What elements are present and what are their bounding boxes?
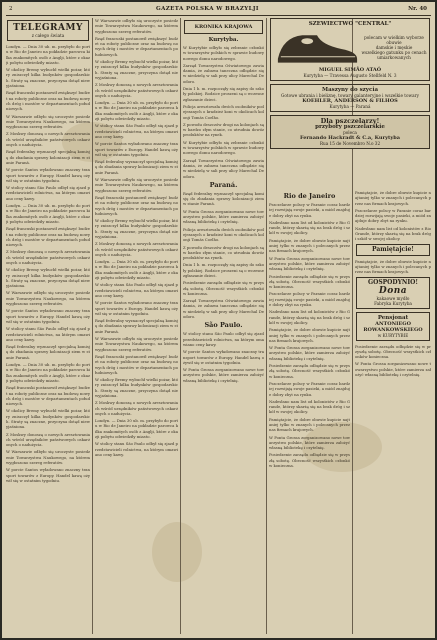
article-text: Pszczelarze polscy w Paranie coraz bardziej rozwijają swoje pasieki, a miód znajduje dobry zbyt na rynku.: [269, 291, 350, 308]
pensjonat-place: w KURYTYBIE: [377, 332, 409, 338]
article-text: W okolicy Bremy wybuchł wielki pożar, który zniszczył kilka budynków gospodarskich. Straty są znaczne, przyczyna dotąd niewyjaśniona.: [6, 408, 90, 430]
koehler-title: KOEHLER, ANDERSON & FILHOS: [302, 98, 398, 104]
article-text: Posiedzenie zarządu odbędzie się w przyszłą sobotę. Obecność wszystkich członków konieczna.: [269, 452, 350, 469]
pszczelarz-title: Dla pszczelarzy!: [320, 117, 380, 125]
article-text: Nadesłano nam list od kolonistów z Rio Grande, którzy skarżą się na brak dróg i szkół w swojej okolicy.: [269, 219, 350, 236]
centrala-title: SZEWIECTWO "CENTRAL": [308, 21, 392, 27]
shoe-icon: [273, 27, 361, 67]
pensjonat-ad: [356, 312, 430, 341]
article-text: W stolicy stanu São Paulo odbył się zjazd przedstawicieli rolnictwa, na którym omawiano ceny kawy.: [95, 282, 178, 298]
article-text: Z powodu deszczów drogi na kolonjach są w bardzo złym stanie, co utrudnia dowóz produktów na rynek.: [183, 121, 264, 138]
article-text: W Ponta Grossa zorganizowano nowe towarzystwo polskie, które zamierza założyć własną bibliotekę i czytelnię.: [183, 208, 264, 225]
gospodynio-ad: [356, 277, 430, 309]
article-text: W Ponta Grossa zorganizowano nowe towarzystwo polskie, które zamierza założyć własną bibliotekę i czytelnię.: [269, 345, 350, 361]
article-text: Pamiętajcie, że dobre obuwie kupicie najtaniej tylko w znanych i polecanych przez nas firmach krajowych.: [355, 258, 431, 275]
pamietajcie-title: Pamiętajcie!: [372, 245, 414, 253]
article-text: Zarząd Towarzystwa Oświatowego zawiadamia, że zabawa taneczna odbędzie się w niedzielę w sali przy ulicy Marechal Deodoro.: [183, 62, 264, 84]
article-text: Z Moskwy donoszą o nowych aresztowaniach wśród urzędników państwowych oskarżonych o nadużycia.: [95, 400, 178, 416]
telegramy-title: TELEGRAMY: [13, 23, 83, 33]
article-text: W porcie Santos wyładowano znaczny transport towarów z Europy. Handel kawą ożywił się w ostatnim tygodniu.: [6, 467, 90, 483]
centrala-owner: MIGUEL SIMÃO ATAÓ: [318, 67, 382, 73]
pensjonat-title: Pensjonat: [377, 314, 409, 321]
maszyny-ad: [270, 84, 430, 112]
article-text: Nadesłano nam list od kolonistów z Rio Grande, którzy skarżą się na brak dróg i szkół w swojej okolicy.: [355, 225, 431, 242]
kronika-title: KRONIKA KRAJOWA: [194, 24, 253, 30]
pszczelarz-maker-label: poleca: [343, 130, 357, 135]
article-text: Pamiętajcie, że dobre obuwie kupicie najtaniej tylko w znanych i polecanych przez nas firmach krajowych.: [269, 237, 350, 254]
article-text: W okolicy Bremy wybuchł wielki pożar, który zniszczył kilka budynków gospodarskich. Straty są znaczne, przyczyna dotąd niewyjaśniona.: [6, 67, 90, 89]
article-text: Rząd federalny wyznaczył specjalną komisję do zbadania sprawy kolonizacji ziem w stanie Paraná.: [6, 344, 90, 360]
article-text: Nadesłano nam list od kolonistów z Rio Grande, którzy skarżą się na brak dróg i szkół w swojej okolicy.: [269, 309, 350, 325]
column-rule: [266, 18, 267, 634]
article-text: W porcie Santos wyładowano znaczny transport towarów z Europy. Handel kawą ożywił się w ostatnim tygodniu.: [95, 141, 178, 157]
issue-number: Nr. 40: [408, 6, 427, 12]
gospodynio-sub: kakaowe mydło: [376, 295, 410, 301]
column-2: [95, 18, 178, 634]
article-text: Rząd francuski postanowił zwiększyć budżet na roboty publiczne oraz na budowę nowych dróg i mostów w departamentach południowych.: [6, 90, 90, 112]
article-text: W Kurytybie odbyło się zebranie członków towarzystw polskich w sprawie budowy nowego domu narodowego.: [183, 139, 264, 156]
article-text: Rząd federalny wyznaczył specjalną komisję do zbadania sprawy kolonizacji ziem w stanie Paraná.: [95, 318, 178, 334]
article-text: Posiedzenie zarządu odbędzie się w przyszłą sobotę. Obecność wszystkich członków konieczna.: [269, 273, 350, 290]
article-text: W Ponta Grossa zorganizowano nowe towarzystwo polskie, które zamierza założyć własną bibliotekę i czytelnię.: [183, 367, 264, 383]
column-rule: [180, 18, 181, 634]
article-text: Zarząd Towarzystwa Oświatowego zawiadamia, że zabawa taneczna odbędzie się w niedzielę w sali przy ulicy Marechal Deodoro.: [183, 157, 264, 179]
column-rule: [92, 18, 93, 634]
article-text: Londyn. — Dnia 30 ub. m. przybyło do portu w Rio de Janeiro na pokładzie parowca kilka znakomitych osób z Anglji, które z okazji pobytu odwiedziły miasto.: [6, 203, 90, 224]
article-text: W porcie Santos wyładowano znaczny transport towarów z Europy. Handel kawą ożywił się w ostatnim tygodniu.: [183, 349, 264, 365]
article-text: W stolicy stanu São Paulo odbył się zjazd przedstawicieli rolnictwa, na którym omawiano ceny kawy.: [95, 441, 178, 457]
article-text: Dnia 1 b. m. rozpoczęły się zapisy do szkoły polskiej. Rodzice proszeni są o wczesne zgłaszanie dzieci.: [183, 262, 264, 278]
centrala-line: polecam w wielkim wyborze: [364, 34, 424, 40]
article-text: Z Moskwy donoszą o nowych aresztowaniach wśród urzędników państwowych oskarżonych o nadużycia.: [95, 241, 178, 257]
kronika-subtitle: Kurytyba.: [208, 37, 239, 43]
article-text: W stolicy stanu São Paulo odbył się zjazd przedstawicieli rolnictwa, na którym omawiano ceny kawy.: [183, 331, 264, 347]
article-text: W okolicy Bremy wybuchł wielki pożar, który zniszczył kilka budynków gospodarskich. Straty są znaczne, przyczyna dotąd niewyjaśniona.: [6, 267, 90, 289]
telegramy-header: [7, 20, 89, 41]
pszczelarz-maker: Fernando Hackradt & C.a, Kurytyba: [299, 135, 401, 141]
pszczelarz-address: Rua 15 de Novembro N.o 32: [319, 141, 381, 146]
article-text: Londyn. — Dnia 30 ub. m. przybyło do portu w Rio de Janeiro na pokładzie parowca kilka znakomitych osób z Anglji, które z okazji pobytu odwiedziły miasto.: [95, 418, 178, 440]
article-text: Policja aresztowała dwóch osobników podejrzanych o kradzież koni w okolicach kolonji Tomás Coelho.: [183, 226, 264, 243]
article-text: Pamiętajcie, że dobre obuwie kupicie najtaniej tylko w znanych i polecanych przez nas firmach krajowych.: [269, 327, 350, 343]
article-text: W Ponta Grossa zorganizowano nowe towarzystwo polskie, które zamierza założyć własną bibliotekę i czytelnię.: [269, 434, 350, 451]
maszyny-sub: Gotowe ubrania i bieliznę, towary galanteryjne i wszelkie towary: [281, 93, 419, 98]
article-text: Pszczelarze polscy w Paranie coraz bardziej rozwijają swoje pasieki, a miód znajduje dobry zbyt na rynku.: [269, 380, 350, 397]
article-text: W stolicy stanu São Paulo odbył się zjazd przedstawicieli rolnictwa, na którym omawiano ceny kawy.: [6, 185, 90, 201]
gospodynio-brand: Dona: [378, 285, 408, 296]
article-text: Posiedzenie zarządu odbędzie się w przyszłą sobotę. Obecność wszystkich członków konieczna.: [269, 363, 350, 379]
article-text: W stolicy stanu São Paulo odbył się zjazd przedstawicieli rolnictwa, na którym omawiano ceny kawy.: [95, 123, 178, 139]
article-text: W Ponta Grossa zorganizowano nowe towarzystwo polskie, które zamierza założyć własną bibliotekę i czytelnię.: [269, 255, 350, 272]
article-text: Pamiętajcie, że dobre obuwie kupicie najtaniej tylko w znanych i polecanych przez nas firmach krajowych.: [355, 190, 431, 206]
article-text: Zarząd Towarzystwa Oświatowego zawiadamia, że zabawa taneczna odbędzie się w niedzielę w sali przy ulicy Marechal Deodoro.: [183, 298, 264, 320]
section-parana: Paraná.: [209, 180, 238, 189]
article-text: W Warszawie odbyło się uroczyste posiedzenie Towarzystwa Naukowego, na którem wygłoszono szereg referatów.: [95, 18, 178, 34]
article-text: Rząd federalny wyznaczył specjalną komisję do zbadania sprawy kolonizacji ziem w stanie Paraná.: [6, 149, 90, 165]
article-text: Policja aresztowała dwóch osobników podejrzanych o kradzież koni w okolicach kolonji Tomás Coelho.: [183, 103, 264, 120]
centrala-line: obuwie: [386, 39, 402, 45]
article-text: W Warszawie odbyło się uroczyste posiedzenie Towarzystwa Naukowego, na którem wygłoszono szereg referatów.: [95, 336, 178, 352]
newspaper-title: GAZETA POLSKA W BRAZYLJI: [156, 6, 259, 12]
article-text: Nadesłano nam list od kolonistów z Rio Grande, którzy skarżą się na brak dróg i szkół w swojej okolicy.: [269, 398, 350, 415]
article-text: Z Moskwy donoszą o nowych aresztowaniach wśród urzędników państwowych oskarżonych o nadużycia.: [95, 82, 178, 98]
article-text: Rząd francuski postanowił zwiększyć budżet na roboty publiczne oraz na budowę nowych dróg i mostów w departamentach południowych.: [95, 194, 178, 216]
article-text: Pszczelarze polscy w Paranie coraz bardziej rozwijają swoje pasieki, a miód znajduje dobry zbyt na rynku.: [269, 202, 350, 218]
article-text: Posiedzenie zarządu odbędzie się w przyszłą sobotę. Obecność wszystkich członków konieczna.: [355, 343, 431, 360]
article-text: W porcie Santos wyładowano znaczny transport towarów z Europy. Handel kawą ożywił się w ostatnim tygodniu.: [95, 300, 178, 316]
masthead: [6, 5, 431, 16]
article-text: W Ponta Grossa zorganizowano nowe towarzystwo polskie, które zamierza założyć własną bibliotekę i czytelnię.: [355, 361, 431, 378]
article-text: Londyn. — Dnia 30 ub. m. przybyło do portu w Rio de Janeiro na pokładzie parowca kilka znakomitych osób z Anglji, które z okazji pobytu odwiedziły miasto.: [6, 44, 90, 65]
article-text: Z Moskwy donoszą o nowych aresztowaniach wśród urzędników państwowych oskarżonych o nadużycia.: [6, 431, 90, 448]
centrala-line: wszelkiego gatunku po cenach umiarkowanych: [361, 49, 427, 60]
gospodynio-title: GOSPODYNIO!: [367, 278, 419, 286]
article-text: Rząd francuski postanowił zwiększyć budżet na roboty publiczne oraz na budowę nowych dróg i mostów w departamentach południowych.: [6, 226, 90, 248]
page-number: 2: [9, 6, 13, 12]
centrala-address: Kurytyba — Travessa Augusto Stellfeld N. 3: [303, 73, 397, 78]
article-text: W Kurytybie odbyło się zebranie członków towarzystw polskich w sprawie budowy nowego domu narodowego.: [183, 45, 264, 61]
article-text: Pszczelarze polscy w Paranie coraz bardziej rozwijają swoje pasieki, a miód znajduje dobry zbyt na rynku.: [355, 207, 431, 224]
article-text: W stolicy stanu São Paulo odbył się zjazd przedstawicieli rolnictwa, na którym omawiano ceny kawy.: [6, 326, 90, 342]
koehler-sub: Kurytyba — Paraná: [329, 104, 371, 109]
article-text: Rząd federalny wyznaczył specjalną komisję do zbadania sprawy kolonizacji ziem w stanie Paraná.: [95, 159, 178, 175]
article-text: W Warszawie odbyło się uroczyste posiedzenie Towarzystwa Naukowego, na którem wygłoszono szereg referatów.: [6, 113, 90, 130]
article-text: W okolicy Bremy wybuchł wielki pożar, który zniszczył kilka budynków gospodarskich. Straty są znaczne, przyczyna dotąd niewyjaśniona.: [95, 377, 178, 398]
article-text: Rząd francuski postanowił zwiększyć budżet na roboty publiczne oraz na budowę nowych dróg i mostów w departamentach południowych.: [95, 353, 178, 375]
newspaper-page: [2, 2, 435, 638]
article-text: Londyn. — Dnia 30 ub. m. przybyło do portu w Rio de Janeiro na pokładzie parowca kilka znakomitych osób z Anglji, które z okazji pobytu odwiedziły miasto.: [95, 100, 178, 122]
column-1: [6, 18, 90, 634]
pensjonat-name: ANTONIEGO ROWANKOWSKIEGO: [363, 320, 423, 333]
centrala-line: damskie i męskie: [375, 44, 413, 50]
article-text: Z powodu deszczów drogi na kolonjach są w bardzo złym stanie, co utrudnia dowóz produktów na rynek.: [183, 244, 264, 261]
kronika-header: [184, 20, 263, 34]
centrala-ad: [270, 18, 430, 81]
article-text: Rząd francuski postanowił zwiększyć budżet na roboty publiczne oraz na budowę nowych dróg i mostów w departamentach południowych.: [95, 35, 178, 57]
pszczelarz-ad: [270, 115, 430, 149]
column-4: [269, 190, 350, 634]
article-text: W Warszawie odbyło się uroczyste posiedzenie Towarzystwa Naukowego, na którem wygłoszono szereg referatów.: [95, 177, 178, 193]
section-sao-paulo: São Paulo.: [204, 321, 243, 330]
article-text: W okolicy Bremy wybuchł wielki pożar, który zniszczył kilka budynków gospodarskich. Straty są znaczne, przyczyna dotąd niewyjaśniona.: [95, 218, 178, 239]
section-rio: Rio de Janeiro: [283, 192, 336, 200]
article-text: Dnia 1 b. m. rozpoczęły się zapisy do szkoły polskiej. Rodzice proszeni są o wczesne zgłaszanie dzieci.: [183, 86, 264, 102]
article-text: W porcie Santos wyładowano znaczny transport towarów z Europy. Handel kawą ożywił się w ostatnim tygodniu.: [6, 308, 90, 324]
article-text: Londyn. — Dnia 30 ub. m. przybyło do portu w Rio de Janeiro na pokładzie parowca kilka znakomitych osób z Anglji, które z okazji pobytu odwiedziły miasto.: [6, 362, 90, 383]
article-text: Pamiętajcie, że dobre obuwie kupicie najtaniej tylko w znanych i polecanych przez nas firmach krajowych.: [269, 416, 350, 433]
column-5: [355, 190, 431, 634]
article-text: W porcie Santos wyładowano znaczny transport towarów z Europy. Handel kawą ożywił się w ostatnim tygodniu.: [6, 167, 90, 183]
article-text: Z Moskwy donoszą o nowych aresztowaniach wśród urzędników państwowych oskarżonych o nadużycia.: [6, 249, 90, 265]
pszczelarz-sub: przybory pszczelarskie: [315, 124, 385, 130]
pamietajcie-box: [356, 244, 430, 256]
article-text: Londyn. — Dnia 30 ub. m. przybyło do portu w Rio de Janeiro na pokładzie parowca kilka znakomitych osób z Anglji, które z okazji pobytu odwiedziły miasto.: [95, 259, 178, 281]
article-text: Posiedzenie zarządu odbędzie się w przyszłą sobotę. Obecność wszystkich członków konieczna.: [183, 280, 264, 296]
gospodynio-address: Fabryka Kurytyba: [374, 300, 412, 306]
article-text: Z Moskwy donoszą o nowych aresztowaniach wśród urzędników państwowych oskarżonych o nadużycia.: [6, 131, 90, 148]
article-text: W okolicy Bremy wybuchł wielki pożar, który zniszczył kilka budynków gospodarskich. Straty są znaczne, przyczyna dotąd niewyjaśniona.: [95, 59, 178, 80]
article-text: Rząd federalny wyznaczył specjalną komisję do zbadania sprawy kolonizacji ziem w stanie Paraná.: [183, 190, 264, 207]
article-text: W Warszawie odbyło się uroczyste posiedzenie Towarzystwa Naukowego, na którem wygłoszono szereg referatów.: [6, 449, 90, 466]
article-text: W Warszawie odbyło się uroczyste posiedzenie Towarzystwa Naukowego, na którem wygłoszono szereg referatów.: [6, 290, 90, 307]
telegramy-subtitle: z całego świata: [31, 33, 65, 38]
maszyny-title: Maszyny do szycia: [321, 87, 379, 93]
article-text: Rząd francuski postanowił zwiększyć budżet na roboty publiczne oraz na budowę nowych dróg i mostów w departamentach południowych.: [6, 385, 90, 407]
column-3: [183, 18, 264, 634]
